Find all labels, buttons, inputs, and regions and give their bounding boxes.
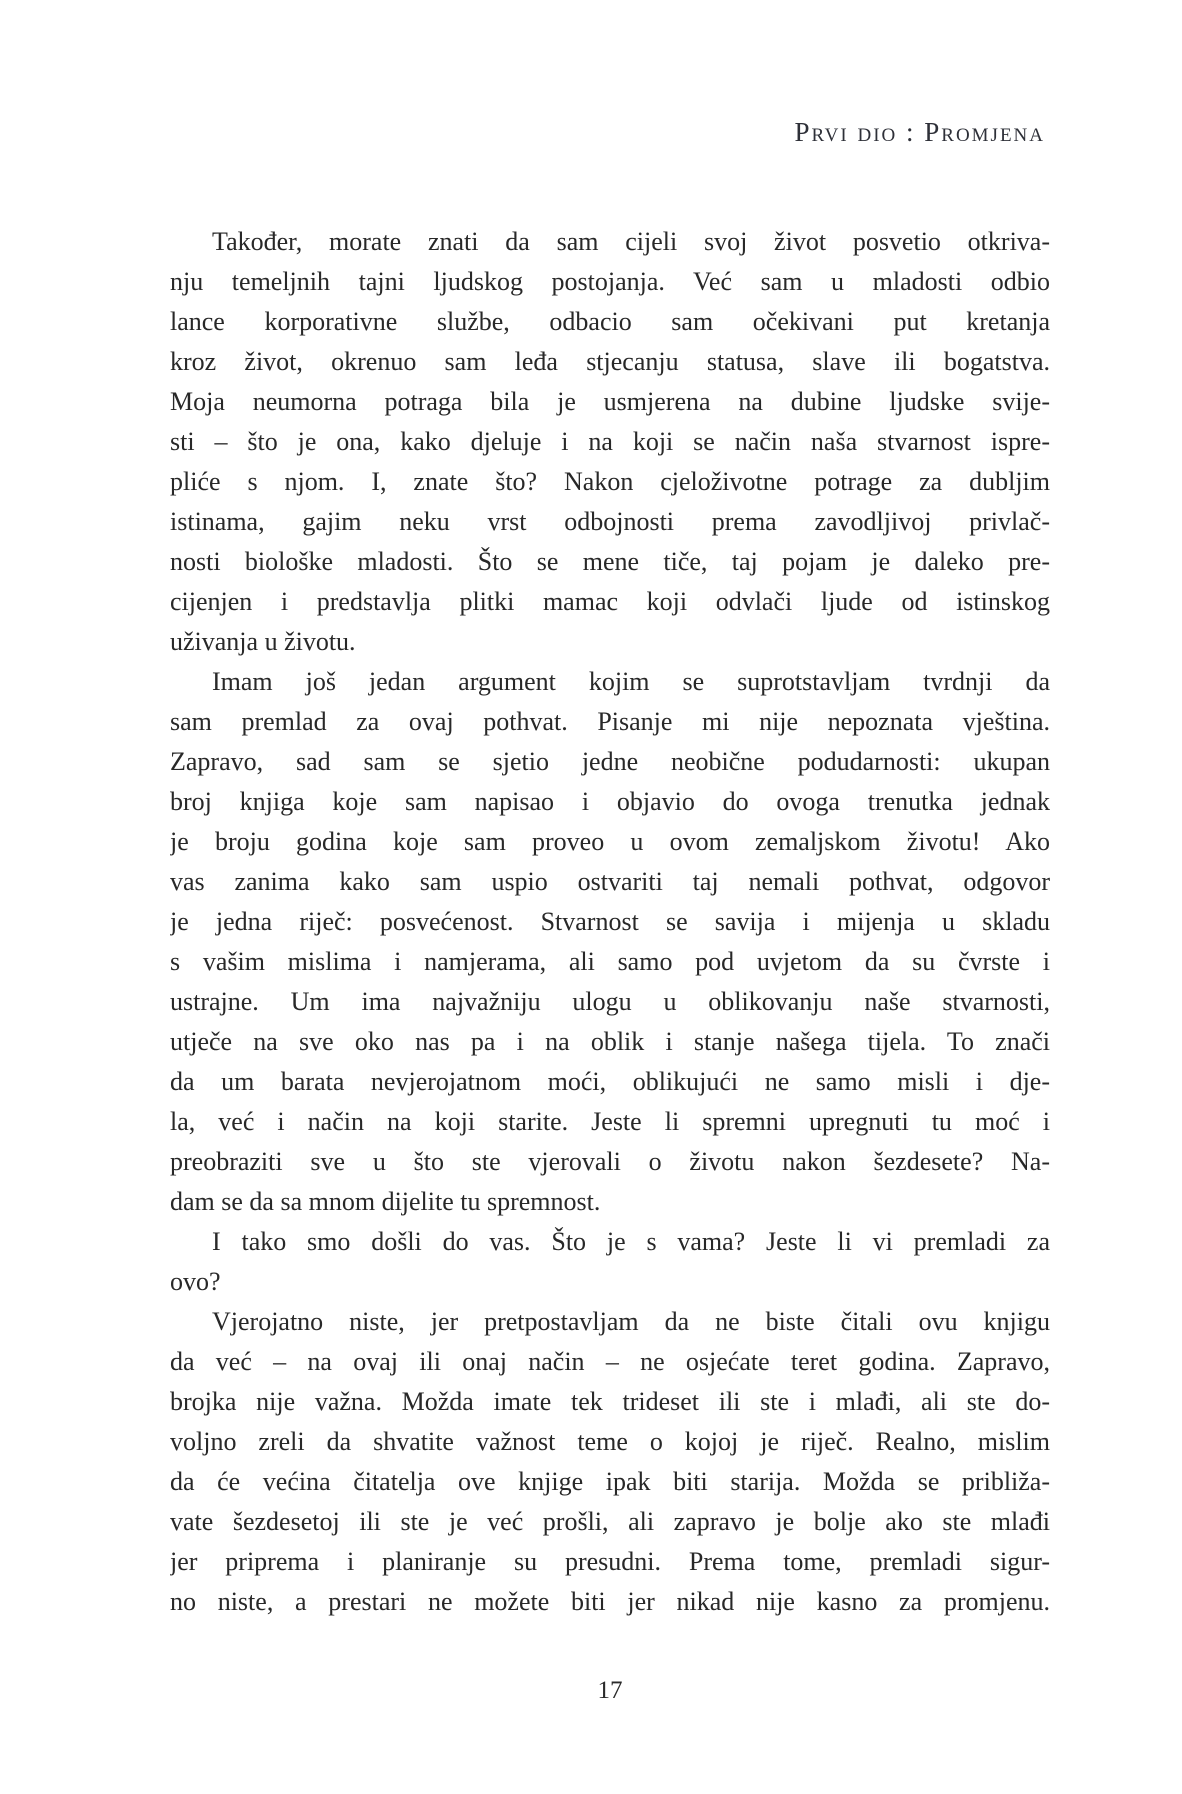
text-line: broj knjiga koje sam napisao i objavio do ovoga trenutka jednak [170, 787, 1050, 816]
text-line: utječe na sve oko nas pa i na oblik i stanje našega tijela. To znači [170, 1027, 1050, 1056]
text-line: lance korporativne službe, odbacio sam očekivani put kretanja [170, 307, 1050, 336]
text-line: kroz život, okrenuo sam leđa stjecanju statusa, slave ili bogatstva. [170, 347, 1050, 376]
text-line: voljno zreli da shvatite važnost teme o kojoj je riječ. Realno, mislim [170, 1427, 1050, 1456]
body-text [170, 222, 1050, 1622]
text-line: vas zanima kako sam uspio ostvariti taj nemali pothvat, odgovor [170, 867, 1050, 896]
text-line: da će većina čitatelja ove knjige ipak biti starija. Možda se približa- [170, 1467, 1050, 1496]
text-line: uživanja u životu. [170, 627, 356, 656]
text-line: sam premlad za ovaj pothvat. Pisanje mi nije nepoznata vještina. [170, 707, 1050, 736]
text-line: I tako smo došli do vas. Što je s vama? Jeste li vi premladi za [212, 1227, 1050, 1256]
text-line: je broju godina koje sam proveo u ovom zemaljskom životu! Ako [170, 827, 1050, 856]
text-line: Imam još jedan argument kojim se suprotstavljam tvrdnji da [212, 667, 1050, 696]
text-line: s vašim mislima i namjerama, ali samo pod uvjetom da su čvrste i [170, 947, 1050, 976]
paragraph [170, 1222, 1050, 1302]
text-line: sti – što je ona, kako djeluje i na koji se način naša stvarnost ispre- [170, 427, 1050, 456]
text-line: istinama, gajim neku vrst odbojnosti prema zavodljivoj privlač- [170, 507, 1050, 536]
text-line: preobraziti sve u što ste vjerovali o životu nakon šezdesete? Na- [170, 1147, 1050, 1176]
text-line: nju temeljnih tajni ljudskog postojanja. Već sam u mladosti odbio [170, 267, 1050, 296]
text-line: jer priprema i planiranje su presudni. Prema tome, premladi sigur- [170, 1547, 1050, 1576]
running-head: Prvi dio : Promjena [794, 117, 1045, 147]
text-line: pliće s njom. I, znate što? Nakon cjeloživotne potrage za dubljim [170, 467, 1050, 496]
paragraph [170, 662, 1050, 1222]
text-line: brojka nije važna. Možda imate tek trideset ili ste i mlađi, ali ste do- [170, 1387, 1050, 1416]
paragraph [170, 222, 1050, 662]
text-line: Moja neumorna potraga bila je usmjerena na dubine ljudske svije- [170, 387, 1050, 416]
text-line: no niste, a prestari ne možete biti jer nikad nije kasno za promjenu. [170, 1587, 1050, 1616]
text-line: cijenjen i predstavlja plitki mamac koji odvlači ljude od istinskog [170, 587, 1050, 616]
text-line: nosti biološke mladosti. Što se mene tiče, taj pojam je daleko pre- [170, 547, 1050, 576]
text-line: Također, morate znati da sam cijeli svoj život posvetio otkriva- [212, 227, 1050, 256]
text-line: da već – na ovaj ili onaj način – ne osjećate teret godina. Zapravo, [170, 1347, 1050, 1376]
paragraph [170, 1302, 1050, 1622]
text-line: ustrajne. Um ima najvažniju ulogu u oblikovanju naše stvarnosti, [170, 987, 1050, 1016]
text-line: ovo? [170, 1267, 221, 1296]
text-line: Zapravo, sad sam se sjetio jedne neobične podudarnosti: ukupan [170, 747, 1050, 776]
text-line: Vjerojatno niste, jer pretpostavljam da ne biste čitali ovu knjigu [212, 1307, 1050, 1336]
text-line: la, već i način na koji starite. Jeste li spremni upregnuti tu moć i [170, 1107, 1050, 1136]
text-line: je jedna riječ: posvećenost. Stvarnost se savija i mijenja u skladu [170, 907, 1050, 936]
text-line: vate šezdesetoj ili ste je već prošli, ali zapravo je bolje ako ste mlađi [170, 1507, 1050, 1536]
text-line: da um barata nevjerojatnom moći, oblikujući ne samo misli i dje- [170, 1067, 1050, 1096]
text-line: dam se da sa mnom dijelite tu spremnost. [170, 1187, 601, 1216]
page-number: 17 [597, 1677, 623, 1704]
